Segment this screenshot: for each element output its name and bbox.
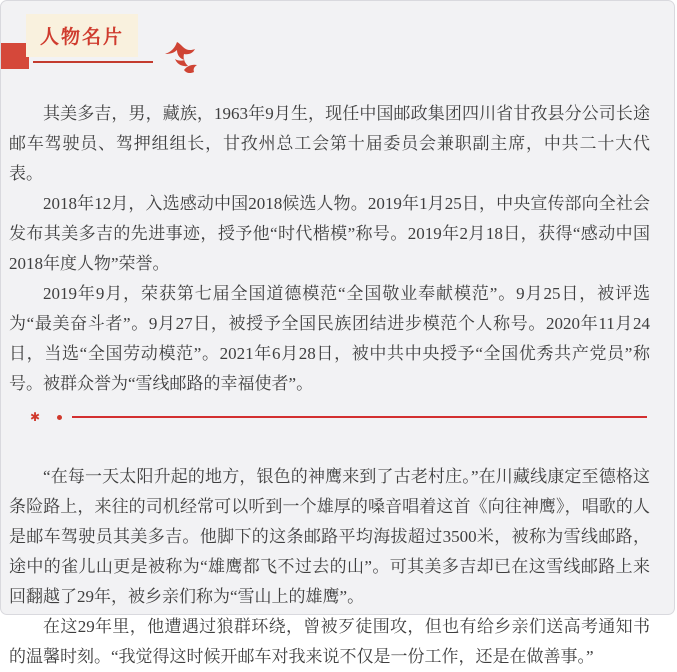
profile-paragraph-1: 其美多吉，男，藏族，1963年9月生，现任中国邮政集团四川省甘孜县分公司长途邮车驾驶员、驾押组组长，甘孜州总工会第十届委员会兼职副主席，中共二十大代表。 — [9, 104, 650, 183]
section-title-badge — [26, 14, 138, 57]
dot-decor-icon — [57, 415, 62, 420]
profile-paragraph-2: 2018年12月，入选感动中国2018候选人物。2019年1月25日，中央宣传部向全社会发布其美多吉的先进事迹，授予他“时代楷模”称号。2019年2月18日，获得“感动中国2018年度人物”荣誉。 — [9, 194, 650, 273]
section-divider — [30, 412, 647, 422]
section-header — [1, 1, 674, 77]
divider-line — [72, 416, 647, 418]
section-title: 人物名片 — [39, 27, 124, 48]
flying-birds-icon — [157, 41, 203, 79]
title-underline-decor — [33, 61, 153, 63]
article-paragraph-1: “在每一天太阳升起的地方，银色的神鹰来到了古老村庄。”在川藏线康定至德格这条险路上，来往的司机经常可以听到一个雄厚的嗓音唱着这首《向往神鹰》，唱歌的人是邮车驾驶员其美多吉。他脚下的这条邮路平均海拔超过3500米，被称为雪线邮路，途中的雀儿山更是被称为“雄鹰都飞不过去的山”。可其美多吉却已在这雪线邮路上来回翻越了29年，被乡亲们称为“雪山上的雄鹰”。 — [9, 467, 650, 606]
article-paragraph-2: 在这29年里，他遭遇过狼群环绕，曾被歹徒围攻，但也有给乡亲们送高考通知书的温馨时刻。“我觉得这时候开邮车对我来说不仅是一份工作，还是在做善事。” — [9, 617, 650, 666]
profile-section — [1, 77, 674, 399]
star-decor-icon: ✱ — [30, 410, 41, 424]
profile-paragraph-3: 2019年9月，荣获第七届全国道德模范“全国敬业奉献模范”。9月25日，被评选为“最美奋斗者”。9月27日，被授予全国民族团结进步模范个人称号。2020年11月24日，当选“全国劳动模范”。2021年6月28日，被中共中央授予“全国优秀共产党员”称号。被群众誉为“雪线邮路的幸福使者”。 — [9, 284, 650, 393]
article-section — [1, 462, 674, 672]
red-corner-decor — [1, 43, 29, 69]
